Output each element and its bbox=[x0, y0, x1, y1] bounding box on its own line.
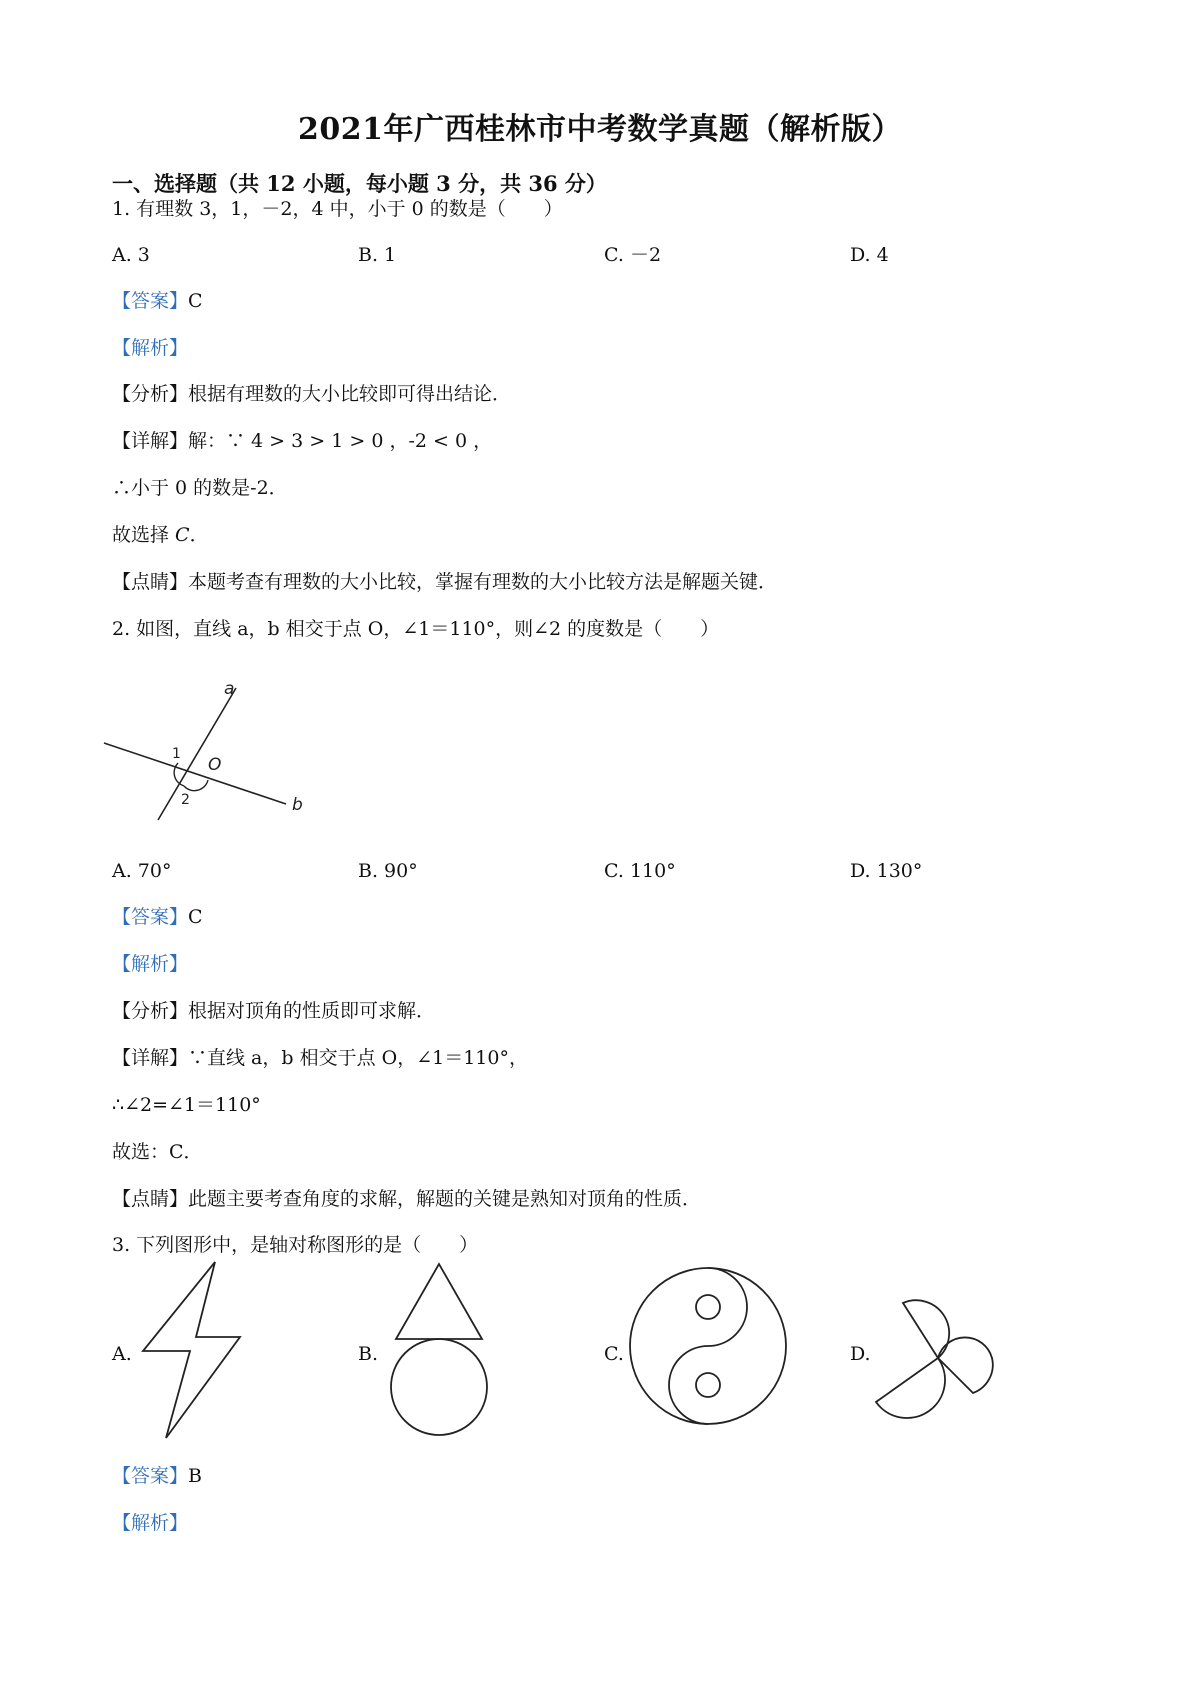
q1-option-c: C. －2 bbox=[604, 244, 662, 266]
angle-1-arc bbox=[174, 763, 184, 786]
q2-comment bbox=[112, 1186, 701, 1212]
q2-comment-text: 此题主要考查角度的求解，解题的关键是熟知对顶角的性质． bbox=[188, 1188, 702, 1210]
q2-option-b: B. 90° bbox=[358, 860, 418, 882]
q2-analysis-text: 根据对顶角的性质即可求解． bbox=[188, 1000, 436, 1022]
q2-option-c: C. 110° bbox=[604, 860, 676, 882]
q1-analysis bbox=[112, 381, 511, 407]
q1-answer-value: C bbox=[188, 290, 203, 312]
triangle-circle-figure bbox=[380, 1262, 500, 1442]
answer-tag: 【答案】 bbox=[112, 1465, 189, 1487]
comment-tag: 【点睛】 bbox=[112, 1188, 189, 1210]
q3-option-c: C. bbox=[604, 1343, 624, 1365]
q1-therefore: ∴小于 0 的数是-2． bbox=[112, 477, 288, 499]
label-b: b bbox=[292, 795, 303, 815]
q2-detail bbox=[112, 1045, 528, 1071]
lightning-bolt-figure bbox=[138, 1260, 248, 1440]
q2-answer bbox=[112, 904, 203, 930]
q1-option-b: B. 1 bbox=[358, 244, 397, 266]
angle-2-arc bbox=[184, 780, 208, 791]
analysis-tag: 【分析】 bbox=[112, 1000, 189, 1022]
q1-answer bbox=[112, 288, 203, 314]
answer-tag: 【答案】 bbox=[112, 906, 189, 928]
q1-option-a: A. 3 bbox=[112, 244, 150, 266]
comment-tag: 【点睛】 bbox=[112, 571, 189, 593]
q2-therefore: ∴∠2=∠1＝110° bbox=[112, 1094, 261, 1116]
q3-answer-value: B bbox=[188, 1465, 202, 1487]
q1-comment-text: 本题考查有理数的大小比较，掌握有理数的大小比较方法是解题关键． bbox=[188, 571, 778, 593]
q1-explain-tag: 【解析】 bbox=[112, 337, 189, 359]
q1-choose-prefix: 故选择 bbox=[112, 524, 176, 546]
answer-tag: 【答案】 bbox=[112, 290, 189, 312]
q2-analysis bbox=[112, 998, 435, 1024]
pinwheel-figure bbox=[868, 1290, 1018, 1430]
q3-option-a: A. bbox=[112, 1343, 132, 1365]
q1-comment bbox=[112, 569, 777, 595]
q1-choose-letter: C bbox=[175, 524, 190, 546]
line-b bbox=[104, 743, 286, 804]
analysis-tag: 【分析】 bbox=[112, 383, 189, 405]
page-title: 2021年广西桂林市中考数学真题（解析版） bbox=[298, 112, 902, 147]
q2-choose: 故选：C． bbox=[112, 1141, 203, 1163]
q3-explain-tag: 【解析】 bbox=[112, 1512, 189, 1534]
line-a bbox=[158, 688, 236, 820]
q3-answer bbox=[112, 1463, 202, 1489]
q1-choose bbox=[112, 522, 209, 548]
q2-option-d: D. 130° bbox=[850, 860, 923, 882]
q1-option-d: D. 4 bbox=[850, 244, 889, 266]
label-angle-2: 2 bbox=[181, 792, 190, 808]
section-heading: 一、选择题（共 12 小题，每小题 3 分，共 36 分） bbox=[112, 171, 607, 196]
q1-analysis-text: 根据有理数的大小比较即可得出结论． bbox=[188, 383, 512, 405]
detail-tag: 【详解】 bbox=[112, 430, 189, 452]
q2-detail-text: ∵直线 a，b 相交于点 O，∠1＝110°， bbox=[188, 1047, 528, 1069]
q1-stem: 1. 有理数 3，1，－2，4 中，小于 0 的数是（ ） bbox=[112, 198, 563, 220]
q3-option-b: B. bbox=[358, 1343, 379, 1365]
q2-stem: 2. 如图，直线 a，b 相交于点 O，∠1＝110°，则∠2 的度数是（ ） bbox=[112, 618, 720, 640]
q1-detail bbox=[112, 428, 492, 454]
intersecting-lines-figure bbox=[100, 680, 320, 820]
q2-option-a: A. 70° bbox=[112, 860, 172, 882]
label-a: a bbox=[224, 679, 235, 699]
q3-option-d: D. bbox=[850, 1343, 871, 1365]
q2-explain-tag: 【解析】 bbox=[112, 953, 189, 975]
detail-tag: 【详解】 bbox=[112, 1047, 189, 1069]
q1-choose-suffix: ． bbox=[189, 524, 209, 546]
q3-stem: 3. 下列图形中，是轴对称图形的是（ ） bbox=[112, 1234, 479, 1256]
label-angle-1: 1 bbox=[172, 746, 181, 762]
yin-yang-figure bbox=[628, 1266, 788, 1426]
q1-detail-text: 解：∵ 4 > 3 > 1 > 0 ，-2 < 0 ， bbox=[188, 430, 493, 452]
q2-answer-value: C bbox=[188, 906, 203, 928]
label-o: O bbox=[208, 755, 222, 775]
